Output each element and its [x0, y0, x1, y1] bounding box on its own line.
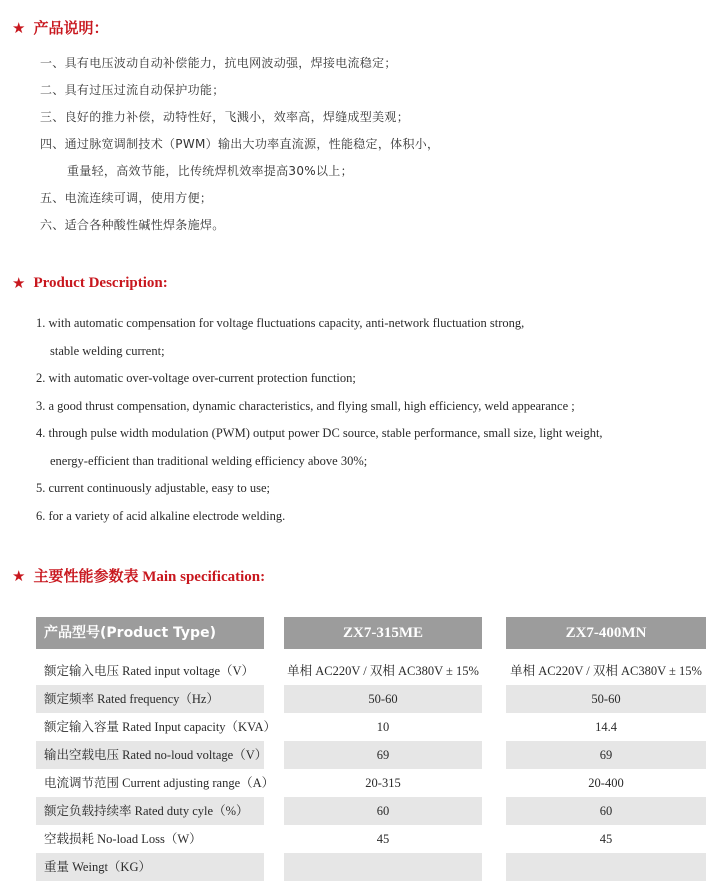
en-section-title-text: Product Description:	[33, 274, 168, 291]
spec-value-315me: 69	[284, 741, 482, 769]
spec-label: 重量 Weingt（KG）	[36, 853, 264, 881]
spec-label: 额定频率 Rated frequency（Hz）	[36, 685, 264, 713]
spec-section-title	[12, 565, 265, 586]
spec-value-400mn	[506, 853, 706, 881]
en-feature-item: 5. current continuously adjustable, easy to use;	[36, 481, 270, 495]
star-icon: ★	[12, 566, 26, 585]
star-icon: ★	[12, 18, 26, 37]
star-icon: ★	[12, 274, 26, 292]
spec-row-frequency	[36, 685, 706, 713]
spec-value-315me: 50-60	[284, 685, 482, 713]
cn-feature-item: 一、具有电压波动自动补偿能力，抗电网波动强，焊接电流稳定；	[40, 56, 397, 70]
en-feature-list	[36, 310, 603, 530]
cn-feature-list	[40, 50, 439, 239]
cn-feature-item: 六、适合各种酸性碱性焊条施焊。	[40, 218, 225, 232]
cn-feature-item: 四、通过脉宽调制技术（PWM）输出大功率直流源，性能稳定，体积小，	[40, 137, 440, 151]
spec-row-input-voltage	[36, 657, 706, 685]
en-feature-item: 1. with automatic compensation for voltage fluctuations capacity, anti-network fluctuation strong,	[36, 316, 525, 330]
model-header-400mn: ZX7-400MN	[506, 617, 706, 649]
spec-value-315me: 单相 AC220V / 双相 AC380V ± 15%	[287, 664, 479, 678]
spec-value-400mn: 60	[506, 797, 706, 825]
en-feature-item: 3. a good thrust compensation, dynamic characteristics, and flying small, high efficiency, weld appearance ;	[36, 398, 575, 413]
cn-section-title	[12, 17, 108, 38]
spec-value-315me: 20-315	[365, 776, 401, 790]
spec-label: 电流调节范围 Current adjusting range（A）	[44, 776, 275, 790]
cn-feature-item-continued: 重量轻，高效节能，比传统焊机效率提高30%以上；	[67, 164, 353, 178]
spec-label: 额定输入电压 Rated input voltage（V）	[44, 664, 255, 678]
spec-row-no-load-loss	[36, 825, 706, 853]
spec-value-400mn: 45	[599, 832, 613, 846]
en-feature-item: 4. through pulse width modulation (PWM) output power DC source, stable performance, small size, light weight,	[36, 426, 603, 440]
spec-row-duty-cycle	[36, 797, 706, 825]
spec-value-400mn: 14.4	[595, 720, 617, 734]
spec-value-315me: 45	[376, 832, 390, 846]
spec-value-315me: 60	[284, 797, 482, 825]
en-feature-item-continued: energy-efficient than traditional welding efficiency above 30%;	[50, 453, 368, 468]
cn-feature-item: 三、良好的推力补偿，动特性好，飞溅小，效率高，焊缝成型美观；	[40, 110, 410, 124]
spec-row-input-capacity	[36, 713, 706, 741]
spec-row-current-range	[36, 769, 706, 797]
en-feature-item: 6. for a variety of acid alkaline electrode welding.	[36, 508, 286, 523]
en-feature-item-continued: stable welding current;	[50, 343, 165, 358]
spec-value-400mn: 20-400	[588, 776, 624, 790]
en-feature-item: 2. with automatic over-voltage over-current protection function;	[36, 371, 356, 385]
spec-row-no-load-voltage	[36, 741, 706, 769]
spec-table	[36, 617, 706, 881]
spec-section-title-text: 主要性能参数表 Main specification:	[33, 569, 266, 585]
spec-value-400mn: 单相 AC220V / 双相 AC380V ± 15%	[510, 664, 702, 678]
spec-label: 额定输入容量 Rated Input capacity（KVA）	[44, 720, 277, 734]
spec-label: 额定负载持续率 Rated duty cyle（%）	[36, 797, 264, 825]
spec-value-400mn: 50-60	[506, 685, 706, 713]
spec-label: 输出空载电压 Rated no-loud voltage（V）	[36, 741, 264, 769]
spec-value-400mn: 69	[506, 741, 706, 769]
en-section-title	[12, 274, 168, 292]
spec-row-weight	[36, 853, 706, 881]
spec-table-header	[36, 617, 706, 649]
cn-section-title-text: 产品说明：	[33, 21, 109, 37]
cn-feature-item: 五、电流连续可调，使用方便；	[40, 191, 213, 205]
model-header-315me: ZX7-315ME	[284, 617, 482, 649]
spec-value-315me	[284, 853, 482, 881]
spec-label: 空载损耗 No-load Loss（W）	[44, 832, 202, 846]
cn-feature-item: 二、具有过压过流自动保护功能；	[40, 83, 225, 97]
product-type-header: 产品型号(Product Type)	[36, 617, 264, 649]
spec-value-315me: 10	[376, 720, 390, 734]
